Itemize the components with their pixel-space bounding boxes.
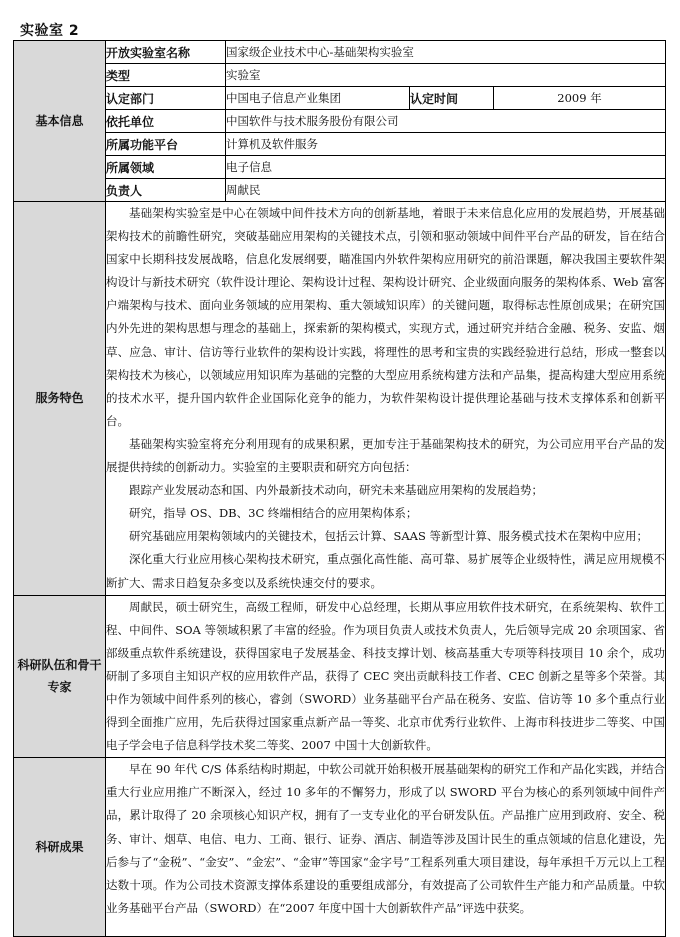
- label-dept: 认定部门: [106, 87, 226, 110]
- team-text: [106, 595, 666, 758]
- row-lab-name: [14, 41, 666, 64]
- page-title: 实验室 2: [20, 23, 80, 39]
- results-paragraph: 早在 90 年代 C/S 体系结构时期起，中软公司就开始积极开展基础架构的研究工作和产品化实践，并结合重大行业应用推广不断深入，经过 10 多年的不懈努力，形成了以 SWORD 平台为核心的系列领域中间件产品，累计取得了 20 余项核心知识产权，拥有了一支专业化的平台研发队伍。产品推广应用到政府、安全、税务、审计、烟草、电信、电力、工商、银行、证券、酒店、制造等涉及国计民生的重点领域的信息化建设，先后参与了“金税”、“金安”、“金宏”、“金审”等国家“金字号”工程系列重大项目建设，每年承担千万元以上工程达数十项。作为公司技术资源支撑体系建设的重要组成部分，有效提高了公司软件生产能力和产品质量。中软业务基础平台产品（SWORD）在“2007 年度中国十大创新软件产品”评选中获奖。: [106, 762, 666, 915]
- service-paragraph-1: 基础架构实验室是中心在领域中间件技术方向的创新基地，着眼于未来信息化应用的发展趋势，开展基础架构技术的前瞻性研究，突破基础应用架构的关键技术点，引领和驱动领域中间件平台产品的研发，旨在结合国家中长期科技发展战略，信息化发展纲要，瞄准国内外软件架构应用研究的前沿课题，解决我国主要软件架构设计与新技术研究（软件设计理论、架构设计过程、架构设计研究、企业级面向服务的架构体系、Web 富客户端架构与技术、面向业务领域的应用架构、重大领域知识库）的关键问题，取得标志性原创成果；在研究国内外先进的架构思想与理念的基础上，探索新的架构模式，实现方式，通过研究并结合金融、税务、安监、烟草、应急、审计、信访等行业软件的架构设计实践，将理性的思考和宝贵的实践经验进行总结，形成一整套以架构技术为核心，以领域应用知识库为基础的完整的大型应用系统构建方法和产品集，提高构建大型应用系统的技术水平，提升国内软件企业国际化竞争的能力，为软件架构设计提供理论基础与技术支撑体系和创新平台。: [106, 206, 666, 428]
- value-platform: 计算机及软件服务: [226, 133, 666, 156]
- team-paragraph: 周献民，硕士研究生，高级工程师，研发中心总经理，长期从事应用软件技术研究，在系统架构、软件工程、中间件、SOA 等领域积累了丰富的经验。作为项目负责人或技术负责人，先后领导完成 20 余项国家、省部级重点软件系统建设，获得国家电子发展基金、科技支撑计划、核高基重大专项等科技项目 10 余个，成功研制了多项自主知识产权的应用软件产品，获得了 CEC 突出贡献科技工作者、CEC 创新之星等多个荣誉。其中作为领域中间件系列的核心，睿剑（SWORD）业务基础平台产品在税务、安监、信访等 10 多个重点行业得到全面推广应用，先后获得过国家重点新产品一等奖、北京市优秀行业软件、上海市科技进步二等奖、中国电子学会电子信息科学技术奖二等奖、2007 中国十大创新软件。: [106, 599, 666, 753]
- category-team: 科研队伍和骨干专家: [14, 595, 106, 758]
- value-field: 电子信息: [226, 156, 666, 179]
- value-cert-time: 2009 年: [494, 87, 666, 110]
- label-cert-time: 认定时间: [410, 87, 494, 110]
- value-unit: 中国软件与技术服务股份有限公司: [226, 110, 666, 133]
- category-results: 科研成果: [14, 758, 106, 937]
- row-team: [14, 595, 666, 758]
- value-type: 实验室: [226, 64, 666, 87]
- label-field: 所属领域: [106, 156, 226, 179]
- label-lab-name: 开放实验室名称: [106, 41, 226, 64]
- row-unit: [14, 110, 666, 133]
- row-type: [14, 64, 666, 87]
- value-head: 周献民: [226, 179, 666, 202]
- service-text: [106, 202, 666, 596]
- row-results: [14, 758, 666, 937]
- row-service: [14, 202, 666, 596]
- row-field: [14, 156, 666, 179]
- row-head: [14, 179, 666, 202]
- row-platform: [14, 133, 666, 156]
- service-paragraph-5: 研究基础应用架构领域内的关键技术，包括云计算、SAAS 等新型计算、服务模式技术在架构中应用；: [129, 529, 649, 544]
- value-dept: 中国电子信息产业集团: [226, 87, 410, 110]
- service-paragraph-3: 跟踪产业发展动态和国、内外最新技术动向，研究未来基础应用架构的发展趋势；: [129, 483, 543, 498]
- label-head: 负责人: [106, 179, 226, 202]
- row-dept: [14, 87, 666, 110]
- category-basic-info: 基本信息: [14, 41, 106, 202]
- service-paragraph-6: 深化重大行业应用核心架构技术研究，重点强化高性能、高可靠、易扩展等企业级特性，满足应用规模不断扩大、需求日趋复杂多变以及系统快速交付的要求。: [106, 552, 666, 590]
- label-unit: 依托单位: [106, 110, 226, 133]
- lab-info-table: [13, 40, 666, 937]
- service-paragraph-2: 基础架构实验室将充分利用现有的成果积累，更加专注于基础架构技术的研究，为公司应用平台产品的发展提供持续的创新动力。实验室的主要职责和研究方向包括：: [106, 436, 666, 475]
- service-paragraph-4: 研究，指导 OS、DB、3C 终端相结合的应用架构体系；: [129, 506, 418, 521]
- label-type: 类型: [106, 64, 226, 87]
- label-platform: 所属功能平台: [106, 133, 226, 156]
- value-lab-name: 国家级企业技术中心-基础架构实验室: [226, 41, 666, 64]
- category-service: 服务特色: [14, 202, 106, 596]
- results-text: [106, 758, 666, 937]
